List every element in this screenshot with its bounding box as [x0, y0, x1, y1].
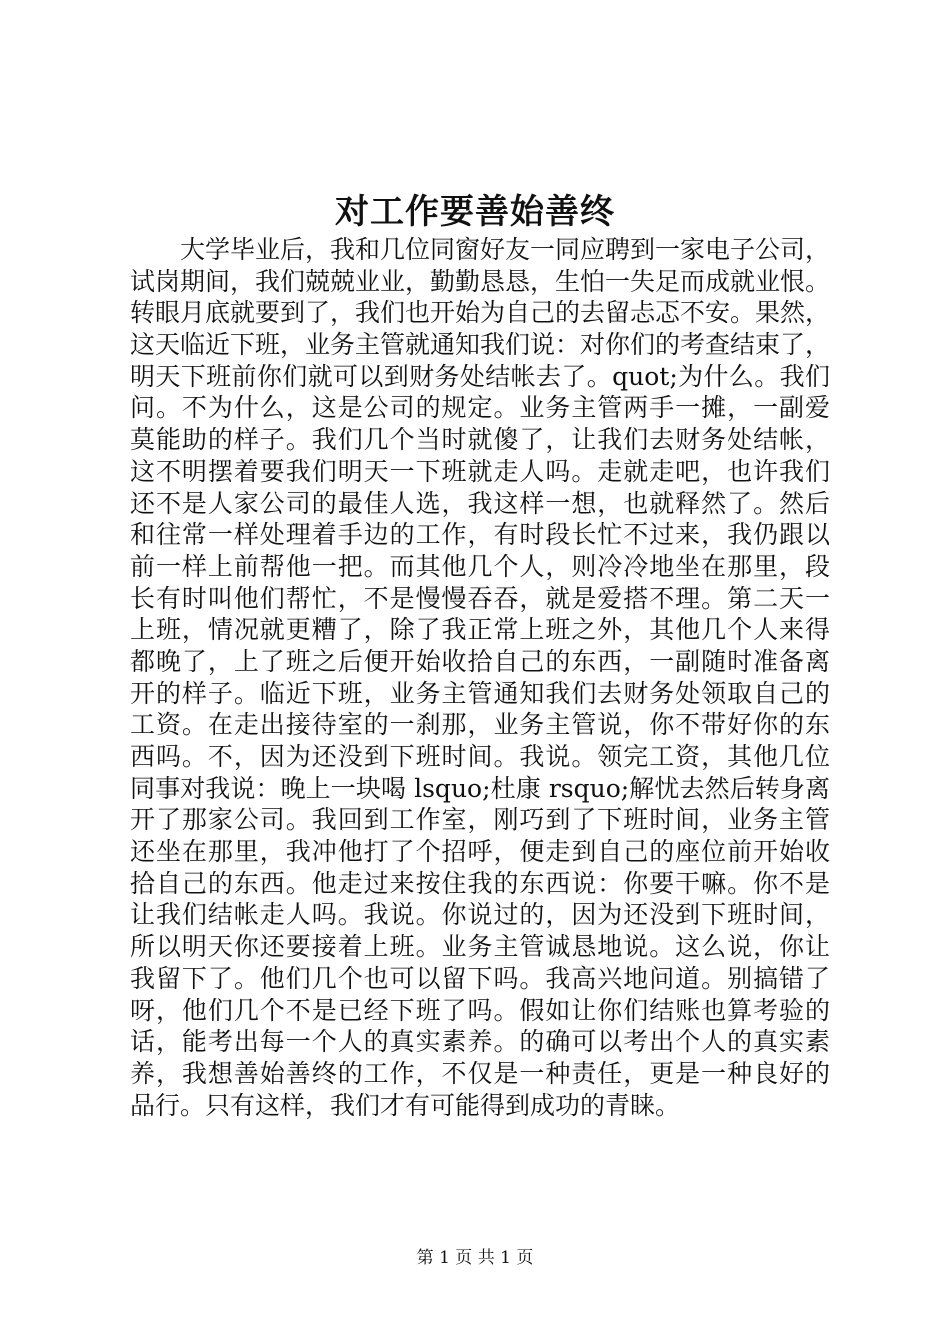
text-line: 还坐在那里，我冲他打了个招呼，便走到自己的座位前开始收	[130, 837, 830, 867]
text-line: 长有时叫他们帮忙，不是慢慢吞吞，就是爱搭不理。第二天一	[130, 583, 830, 613]
text-line: 大学毕业后，我和几位同窗好友一同应聘到一家电子公司，	[130, 235, 831, 264]
text-line: 这不明摆着要我们明天一下班就走人吗。走就走吧，也许我们	[130, 456, 830, 486]
document-title: 对工作要善始善终	[335, 192, 615, 232]
text-line: 转眼月底就要到了，我们也开始为自己的去留忐忑不安。果然，	[130, 298, 831, 328]
text-line: 明天下班前你们就可以到财务处结帐去了。quot;为什么。我们	[130, 361, 830, 391]
text-line: 养，我想善始善终的工作，不仅是一种责任，更是一种良好的	[130, 1058, 830, 1088]
text-line: 莫能助的样子。我们几个当时就傻了，让我们去财务处结帐，	[130, 425, 830, 455]
text-line: 开的样子。临近下班，业务主管通知我们去财务处领取自己的	[130, 678, 830, 708]
text-line: 问。不为什么，这是公司的规定。业务主管两手一摊，一副爱	[130, 393, 830, 423]
text-line: 话，能考出每一个人的真实素养。的确可以考出个人的真实素	[130, 1027, 830, 1057]
text-line: 还不是人家公司的最佳人选，我这样一想，也就释然了。然后	[130, 488, 830, 518]
page-number-footer: 第 1 页 共 1 页	[416, 1248, 534, 1268]
text-line: 所以明天你还要接着上班。业务主管诚恳地说。这么说，你让	[130, 932, 830, 962]
text-line: 试岗期间，我们兢兢业业，勤勤恳恳，生怕一失足而成就业恨。	[130, 266, 831, 296]
text-line: 前一样上前帮他一把。而其他几个人，则冷冷地坐在那里，段	[130, 551, 830, 581]
text-line: 工资。在走出接待室的一刹那，业务主管说，你不带好你的东	[130, 710, 830, 740]
text-line: 让我们结帐走人吗。我说。你说过的，因为还没到下班时间，	[130, 900, 830, 930]
text-line: 呀，他们几个不是已经下班了吗。假如让你们结账也算考验的	[130, 995, 830, 1025]
text-line: 都晚了，上了班之后便开始收拾自己的东西，一副随时准备离	[130, 646, 830, 676]
text-line: 西吗。不，因为还没到下班时间。我说。领完工资，其他几位	[130, 742, 830, 771]
body-paragraph	[130, 234, 830, 1121]
text-line: 和往常一样处理着手边的工作，有时段长忙不过来，我仍跟以	[130, 520, 830, 550]
text-line: 我留下了。他们几个也可以留下吗。我高兴地问道。别搞错了	[130, 963, 830, 993]
text-line: 开了那家公司。我回到工作室，刚巧到了下班时间，业务主管	[130, 805, 830, 835]
text-line: 同事对我说：晚上一块喝 lsquo;杜康 rsquo;解忧去然后转身离	[130, 773, 830, 803]
text-line: 上班，情况就更糟了，除了我正常上班之外，其他几个人来得	[130, 615, 830, 645]
text-line: 品行。只有这样，我们才有可能得到成功的青睐。	[130, 1090, 681, 1120]
text-line: 拾自己的东西。他走过来按住我的东西说：你要干嘛。你不是	[130, 868, 830, 898]
text-line: 这天临近下班，业务主管就通知我们说：对你们的考查结束了，	[130, 330, 831, 360]
